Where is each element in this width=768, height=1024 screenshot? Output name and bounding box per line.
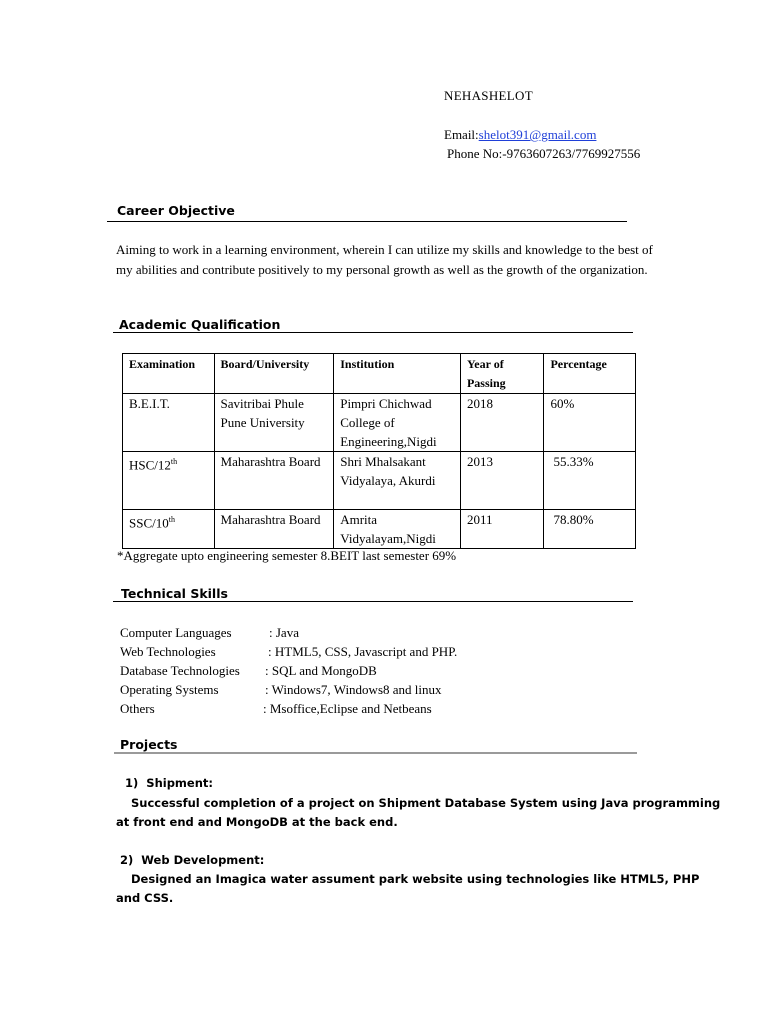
table-row [123,510,636,549]
cell-institution: Amrita Vidyalayam,Nigdi [334,510,461,549]
cell-percentage: 60% [544,394,636,452]
exam-name: HSC/12 [129,457,171,473]
project-description: Designed an Imagica water assument park website using technologies like HTML5, PHP [131,872,700,886]
skill-value: : Msoffice,Eclipse and Netbeans [263,701,432,716]
career-objective-heading: Career Objective [117,203,235,218]
table-header-row [123,354,636,394]
cell-year: 2018 [460,394,543,452]
cell-board: Maharashtra Board [214,510,334,549]
academic-qualification-rule [113,332,633,333]
project-description: and CSS. [116,891,174,905]
column-header: Examination [123,354,215,394]
cell-board: Savitribai Phule Pune University [214,394,334,452]
candidate-name: NEHASHELOT [444,88,533,103]
skill-value: : Java [269,625,299,640]
skill-value: : SQL and MongoDB [265,663,377,678]
academic-qualification-heading: Academic Qualification [119,317,281,332]
project-title [120,851,264,870]
exam-name: SSC/10 [129,515,169,531]
skill-category: Computer Languages [120,625,232,640]
career-objective-text: Aiming to work in a learning environment, wherein I can utilize my skills and knowledge to the best of my abilities and contribute positively to my personal growth as well as the growth of the organization. [116,242,653,277]
column-header: Percentage [544,354,636,394]
column-header: Institution [334,354,461,394]
exam-superscript: th [170,457,178,466]
career-objective-rule [107,221,627,222]
aggregate-note: *Aggregate upto engineering semester 8.BEIT last semester 69% [117,548,457,563]
column-header: Board/University [214,354,334,394]
project-name: Shipment: [146,776,213,790]
project-description: Successful completion of a project on Shipment Database System using Java programming [131,796,721,810]
project-number: 1) [125,776,139,790]
projects-heading: Projects [120,737,178,752]
exam-superscript: th [168,515,175,524]
cell-percentage: 78.80% [544,510,636,549]
cell-exam: B.E.I.T. [123,394,215,452]
skill-category: Operating Systems [120,682,219,697]
email-link[interactable]: shelot391@gmail.com [478,127,597,142]
cell-year: 2011 [460,510,543,549]
table-row [123,394,636,452]
technical-skills-rule [113,601,633,602]
projects-rule [114,752,637,754]
email-label: Email: [444,127,479,142]
skill-value: : HTML5, CSS, Javascript and PHP. [268,644,458,659]
column-header: Year of Passing [460,354,543,394]
skill-category: Database Technologies [120,663,240,678]
project-title [125,774,213,793]
cell-exam [123,510,215,549]
cell-exam [123,452,215,510]
cell-percentage: 55.33% [544,452,636,510]
cell-board: Maharashtra Board [214,452,334,510]
skill-value: : Windows7, Windows8 and linux [265,682,442,697]
cell-year: 2013 [460,452,543,510]
cell-institution: Shri Mhalsakant Vidyalaya, Akurdi [334,452,461,510]
project-number: 2) [120,853,134,867]
phone-number: Phone No:-9763607263/7769927556 [447,146,641,161]
email-line [444,127,596,143]
skill-category: Web Technologies [120,644,216,659]
cell-institution: Pimpri Chichwad College of Engineering,Nigdi [334,394,461,452]
skill-category: Others [120,701,155,716]
project-description: at front end and MongoDB at the back end. [116,815,398,829]
table-row [123,452,636,510]
project-name: Web Development: [141,853,265,867]
qualification-table [122,353,636,549]
technical-skills-heading: Technical Skills [121,586,228,601]
